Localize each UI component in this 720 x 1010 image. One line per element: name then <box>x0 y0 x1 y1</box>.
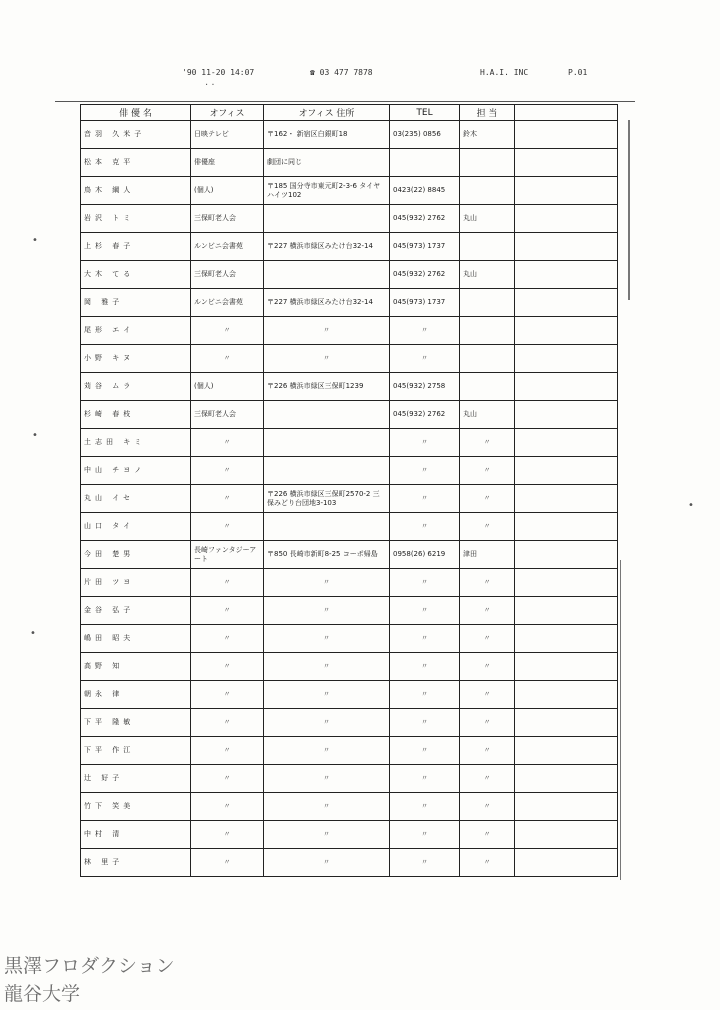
cell-staff: 〃 <box>460 625 515 653</box>
cell-blank <box>515 373 618 401</box>
cell-tel: 〃 <box>390 681 460 709</box>
cell-address: 〃 <box>264 625 390 653</box>
cell-office: 〃 <box>191 625 264 653</box>
cell-office: 〃 <box>191 345 264 373</box>
cell-staff: 〃 <box>460 821 515 849</box>
col-header-tel: TEL <box>390 105 460 121</box>
cell-blank <box>515 317 618 345</box>
cell-tel: 〃 <box>390 625 460 653</box>
cell-tel: 〃 <box>390 765 460 793</box>
table-row <box>81 373 618 401</box>
col-header-name: 俳 優 名 <box>81 105 191 121</box>
cell-blank <box>515 233 618 261</box>
cell-address: 劇団に同じ <box>264 149 390 177</box>
cell-name: 丸山 イセ <box>81 485 191 513</box>
cell-name: 小野 キヌ <box>81 345 191 373</box>
stray-mark: • <box>32 430 38 441</box>
cell-address <box>264 261 390 289</box>
cell-address: 〃 <box>264 569 390 597</box>
header-rule <box>55 101 635 102</box>
cell-staff: 〃 <box>460 793 515 821</box>
cell-name: 高野 知 <box>81 653 191 681</box>
cell-address: 〃 <box>264 821 390 849</box>
cell-office: 〃 <box>191 513 264 541</box>
cell-blank <box>515 513 618 541</box>
stray-mark: • <box>30 628 36 639</box>
cell-tel: 045(932) 2762 <box>390 401 460 429</box>
cell-office: 〃 <box>191 429 264 457</box>
table-row <box>81 401 618 429</box>
cell-blank <box>515 653 618 681</box>
cell-tel: 〃 <box>390 429 460 457</box>
cell-staff: 丸山 <box>460 261 515 289</box>
cell-name: 上杉 春子 <box>81 233 191 261</box>
cell-blank <box>515 261 618 289</box>
cell-tel: 〃 <box>390 569 460 597</box>
cell-blank <box>515 457 618 485</box>
cell-blank <box>515 849 618 877</box>
cell-name: 下平 作江 <box>81 737 191 765</box>
cell-staff <box>460 177 515 205</box>
cell-name: 中村 清 <box>81 821 191 849</box>
cell-name: 鳥木 綱人 <box>81 177 191 205</box>
cell-tel: 〃 <box>390 653 460 681</box>
cell-office: 俳優座 <box>191 149 264 177</box>
cell-address: 〃 <box>264 849 390 877</box>
cell-address: 〒226 横浜市緑区三保町1239 <box>264 373 390 401</box>
table-row <box>81 317 618 345</box>
margin-line <box>620 560 621 880</box>
cell-address <box>264 205 390 233</box>
table-row <box>81 569 618 597</box>
cell-tel: 045(932) 2762 <box>390 205 460 233</box>
cell-blank <box>515 597 618 625</box>
cell-tel: 〃 <box>390 709 460 737</box>
cell-staff: 〃 <box>460 737 515 765</box>
cell-address: 〃 <box>264 597 390 625</box>
cell-office: 三保町老人会 <box>191 261 264 289</box>
table-row <box>81 681 618 709</box>
cell-address <box>264 401 390 429</box>
watermark <box>4 952 175 1008</box>
cell-office: 〃 <box>191 681 264 709</box>
cell-address: 〒162・ 新宿区白銀町18 <box>264 121 390 149</box>
cell-office: 〃 <box>191 709 264 737</box>
table-row <box>81 205 618 233</box>
cell-office: 〃 <box>191 457 264 485</box>
cell-office: 三保町老人会 <box>191 205 264 233</box>
cell-blank <box>515 625 618 653</box>
cell-blank <box>515 177 618 205</box>
cell-blank <box>515 485 618 513</box>
cell-office: (個人) <box>191 177 264 205</box>
cell-blank <box>515 541 618 569</box>
cell-staff: 丸山 <box>460 401 515 429</box>
cell-address: 〃 <box>264 681 390 709</box>
table-row <box>81 597 618 625</box>
cell-blank <box>515 793 618 821</box>
cell-name: 竹下 笑美 <box>81 793 191 821</box>
cell-blank <box>515 121 618 149</box>
table-row <box>81 149 618 177</box>
table-row <box>81 653 618 681</box>
stray-mark: • <box>688 500 694 511</box>
cell-blank <box>515 429 618 457</box>
cell-staff: 〃 <box>460 597 515 625</box>
table-row <box>81 821 618 849</box>
cell-name: 松本 克平 <box>81 149 191 177</box>
cell-office: 〃 <box>191 765 264 793</box>
fax-sender: H.A.I. INC <box>480 68 529 77</box>
cell-name: 下平 隆敏 <box>81 709 191 737</box>
cell-name: 尾形 エイ <box>81 317 191 345</box>
cell-address <box>264 429 390 457</box>
cell-address: 〒185 国分寺市東元町2-3-6 タイヤハイツ102 <box>264 177 390 205</box>
cell-staff: 〃 <box>460 709 515 737</box>
cell-name: 苅谷 ムラ <box>81 373 191 401</box>
cell-staff: 〃 <box>460 681 515 709</box>
cell-staff <box>460 149 515 177</box>
table-row <box>81 709 618 737</box>
cell-name: 金谷 弘子 <box>81 597 191 625</box>
col-header-blank <box>515 105 618 121</box>
cell-name: 岡 雅子 <box>81 289 191 317</box>
cell-address: 〃 <box>264 765 390 793</box>
table-row <box>81 737 618 765</box>
cell-address: 〒227 横浜市緑区みたけ台32-14 <box>264 233 390 261</box>
cell-staff: 〃 <box>460 513 515 541</box>
cell-staff <box>460 373 515 401</box>
table-row <box>81 765 618 793</box>
cell-staff <box>460 289 515 317</box>
cell-address: 〃 <box>264 317 390 345</box>
cell-name: 杉崎 春枝 <box>81 401 191 429</box>
col-header-staff: 担 当 <box>460 105 515 121</box>
cell-address: 〒226 横浜市緑区三保町2570-2 三保みどり台団地3-103 <box>264 485 390 513</box>
cell-address <box>264 513 390 541</box>
cell-name: 林 里子 <box>81 849 191 877</box>
cell-address: 〃 <box>264 653 390 681</box>
cell-tel: 045(932) 2762 <box>390 261 460 289</box>
cast-table <box>80 104 618 877</box>
cell-staff: 〃 <box>460 457 515 485</box>
cell-staff: 〃 <box>460 485 515 513</box>
table-row <box>81 513 618 541</box>
cell-office: 〃 <box>191 849 264 877</box>
cell-staff: 丸山 <box>460 205 515 233</box>
table-row <box>81 289 618 317</box>
watermark-line-1: 黒澤フロダクション <box>4 955 175 977</box>
cell-office: 〃 <box>191 569 264 597</box>
cell-tel: 045(973) 1737 <box>390 289 460 317</box>
table-row <box>81 429 618 457</box>
cell-tel: 〃 <box>390 597 460 625</box>
cell-office: 三保町老人会 <box>191 401 264 429</box>
cell-name: 岩沢 トミ <box>81 205 191 233</box>
cell-name: 大木 てる <box>81 261 191 289</box>
cell-tel: 〃 <box>390 793 460 821</box>
table-row <box>81 485 618 513</box>
table-row <box>81 233 618 261</box>
cell-address: 〃 <box>264 793 390 821</box>
cell-tel: 0423(22) 8845 <box>390 177 460 205</box>
cell-office: 〃 <box>191 317 264 345</box>
cell-blank <box>515 149 618 177</box>
cell-office: 〃 <box>191 485 264 513</box>
stray-mark: · · <box>205 80 215 91</box>
cell-tel: 045(973) 1737 <box>390 233 460 261</box>
table-row <box>81 541 618 569</box>
cell-office: 〃 <box>191 597 264 625</box>
fax-page: P.01 <box>568 68 588 77</box>
cell-office: 〃 <box>191 793 264 821</box>
table-row <box>81 457 618 485</box>
cell-office: 〃 <box>191 653 264 681</box>
cell-name: 朝永 律 <box>81 681 191 709</box>
table-row <box>81 849 618 877</box>
cell-staff: 〃 <box>460 849 515 877</box>
table-body <box>81 121 618 877</box>
cell-staff: 鈴木 <box>460 121 515 149</box>
stray-mark: • <box>32 235 38 246</box>
cell-address <box>264 457 390 485</box>
cell-office: (個人) <box>191 373 264 401</box>
table-row <box>81 121 618 149</box>
cell-blank <box>515 737 618 765</box>
table-header-row <box>81 105 618 121</box>
cell-blank <box>515 401 618 429</box>
cell-name: 片田 ツヨ <box>81 569 191 597</box>
table-row <box>81 345 618 373</box>
cell-office: 長崎ファンタジーアート <box>191 541 264 569</box>
cell-staff <box>460 317 515 345</box>
cell-blank <box>515 765 618 793</box>
cell-tel: 045(932) 2758 <box>390 373 460 401</box>
cell-blank <box>515 569 618 597</box>
col-header-address: オフィス 住所 <box>264 105 390 121</box>
cell-tel: 〃 <box>390 821 460 849</box>
cell-blank <box>515 289 618 317</box>
cell-blank <box>515 681 618 709</box>
cell-staff: 〃 <box>460 429 515 457</box>
cell-address: 〃 <box>264 345 390 373</box>
fax-number: ☎ 03 477 7878 <box>310 68 373 77</box>
cell-name: 辻 好子 <box>81 765 191 793</box>
cell-name: 山口 タイ <box>81 513 191 541</box>
table-row <box>81 177 618 205</box>
cell-tel <box>390 149 460 177</box>
cell-blank <box>515 205 618 233</box>
table-row <box>81 261 618 289</box>
col-header-office: オフィス <box>191 105 264 121</box>
cell-staff: 〃 <box>460 569 515 597</box>
fax-datetime: '90 11-20 14:07 <box>182 68 255 77</box>
table-row <box>81 793 618 821</box>
cell-office: ルンビニ会書苑 <box>191 233 264 261</box>
cell-tel: 0958(26) 6219 <box>390 541 460 569</box>
cell-blank <box>515 709 618 737</box>
cell-office: ルンビニ会書苑 <box>191 289 264 317</box>
cell-name: 今田 楚男 <box>81 541 191 569</box>
cell-blank <box>515 345 618 373</box>
cell-blank <box>515 821 618 849</box>
cell-name: 嶋田 昭夫 <box>81 625 191 653</box>
cell-address: 〃 <box>264 709 390 737</box>
cell-address: 〒850 長崎市新町8-25 コーポ帰島 <box>264 541 390 569</box>
cell-address: 〒227 横浜市緑区みたけ台32-14 <box>264 289 390 317</box>
margin-line <box>628 120 630 300</box>
watermark-line-2: 龍谷大学 <box>4 983 81 1005</box>
cell-name: 中山 チヨノ <box>81 457 191 485</box>
cell-tel: 〃 <box>390 457 460 485</box>
cell-tel: 〃 <box>390 513 460 541</box>
cell-tel: 03(235) 0856 <box>390 121 460 149</box>
cell-staff: 〃 <box>460 765 515 793</box>
cell-tel: 〃 <box>390 485 460 513</box>
cell-address: 〃 <box>264 737 390 765</box>
cell-office: 〃 <box>191 737 264 765</box>
table-row <box>81 625 618 653</box>
cell-office: 日映テレビ <box>191 121 264 149</box>
cell-staff <box>460 233 515 261</box>
cell-staff <box>460 345 515 373</box>
cell-name: 土志田 キミ <box>81 429 191 457</box>
fax-header <box>182 68 602 82</box>
cell-office: 〃 <box>191 821 264 849</box>
cell-tel: 〃 <box>390 345 460 373</box>
cell-tel: 〃 <box>390 317 460 345</box>
cell-tel: 〃 <box>390 849 460 877</box>
cell-name: 音羽 久米子 <box>81 121 191 149</box>
cell-staff: 〃 <box>460 653 515 681</box>
cell-staff: 津田 <box>460 541 515 569</box>
cell-tel: 〃 <box>390 737 460 765</box>
